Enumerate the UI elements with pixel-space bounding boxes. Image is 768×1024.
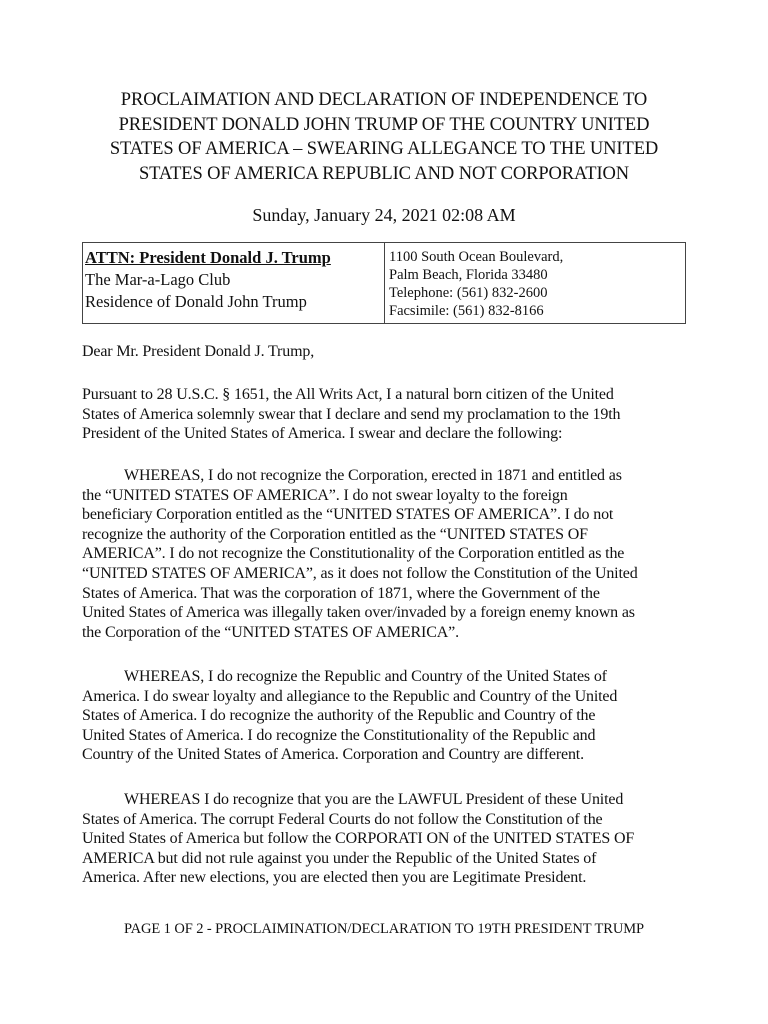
body-line: President of the United States of America. I swear and declare the following: bbox=[82, 425, 563, 443]
recipient-line: The Mar-a-Lago Club bbox=[85, 270, 231, 289]
body-line: America. After new elections, you are elected then you are Legitimate President. bbox=[82, 869, 587, 887]
intro-paragraph bbox=[82, 385, 692, 444]
body-line: AMERICA”. I do not recognize the Constitutionality of the Corporation entitled as the bbox=[82, 545, 625, 563]
body-line: AMERICA but did not rule against you under the Republic of the United States of bbox=[82, 849, 597, 867]
page-footer: PAGE 1 OF 2 - PROCLAIMINATION/DECLARATION TO 19TH PRESIDENT TRUMP bbox=[124, 921, 644, 937]
title-line: STATES OF AMERICA REPUBLIC AND NOT CORPORATION bbox=[138, 163, 630, 184]
telephone-line: Telephone: (561) 832-2600 bbox=[389, 285, 548, 301]
address-line: Palm Beach, Florida 33480 bbox=[389, 267, 548, 283]
title-line: PRESIDENT DONALD JOHN TRUMP OF THE COUNTRY UNITED bbox=[118, 114, 650, 135]
address-box bbox=[82, 242, 686, 324]
attention-line: ATTN: President Donald J. Trump bbox=[85, 248, 331, 267]
title-line: PROCLAIMATION AND DECLARATION OF INDEPENDENCE TO bbox=[120, 90, 648, 110]
whereas-paragraph-3 bbox=[82, 790, 692, 888]
body-line: the “UNITED STATES OF AMERICA”. I do not swear loyalty to the foreign bbox=[82, 486, 568, 504]
body-line: States of America. The corrupt Federal Courts do not follow the Constitution of the bbox=[82, 810, 603, 828]
whereas-paragraph-2 bbox=[82, 667, 692, 765]
whereas-paragraph-1 bbox=[82, 466, 692, 642]
body-line: States of America. That was the corporation of 1871, where the Government of the bbox=[82, 584, 600, 602]
body-line: WHEREAS I do recognize that you are the LAWFUL President of these United bbox=[124, 791, 624, 808]
body-line: America. I do swear loyalty and allegiance to the Republic and Country of the United bbox=[82, 687, 618, 705]
body-line: the Corporation of the “UNITED STATES OF AMERICA”. bbox=[82, 623, 459, 641]
recipient-line: Residence of Donald John Trump bbox=[85, 292, 307, 311]
address-line: 1100 South Ocean Boulevard, bbox=[389, 249, 564, 265]
body-line: United States of America. I do recognize the Constitutionality of the Republic and bbox=[82, 726, 596, 744]
body-line: WHEREAS, I do recognize the Republic and Country of the United States of bbox=[124, 668, 607, 685]
body-line: recognize the authority of the Corporation entitled as the “UNITED STATES OF bbox=[82, 525, 588, 543]
body-line: “UNITED STATES OF AMERICA”, as it does not follow the Constitution of the United bbox=[82, 564, 638, 582]
address-divider bbox=[384, 243, 385, 323]
address-block bbox=[389, 248, 683, 320]
body-line: States of America. I do recognize the authority of the Republic and Country of the bbox=[82, 707, 596, 725]
body-line: Pursuant to 28 U.S.C. § 1651, the All Writs Act, I a natural born citizen of the United bbox=[82, 386, 614, 403]
body-line: United States of America but follow the CORPORATI ON of the UNITED STATES OF bbox=[82, 830, 635, 848]
body-line: United States of America was illegally taken over/invaded by a foreign enemy known as bbox=[82, 604, 635, 622]
document-date: Sunday, January 24, 2021 02:08 AM bbox=[252, 205, 516, 225]
salutation-text: Dear Mr. President Donald J. Trump, bbox=[82, 343, 315, 360]
facsimile-line: Facsimile: (561) 832-8166 bbox=[389, 303, 544, 319]
salutation bbox=[82, 342, 692, 362]
body-line: WHEREAS, I do not recognize the Corporation, erected in 1871 and entitled as bbox=[124, 467, 622, 484]
recipient-block bbox=[85, 247, 381, 313]
document-title bbox=[70, 88, 698, 186]
title-line: STATES OF AMERICA – SWEARING ALLEGANCE TO THE UNITED bbox=[109, 139, 659, 159]
body-line: States of America solemnly swear that I declare and send my proclamation to the 19th bbox=[82, 405, 621, 423]
body-line: Country of the United States of America. Corporation and Country are different. bbox=[82, 746, 584, 764]
body-line: beneficiary Corporation entitled as the “UNITED STATES OF AMERICA”. I do not bbox=[82, 506, 614, 524]
